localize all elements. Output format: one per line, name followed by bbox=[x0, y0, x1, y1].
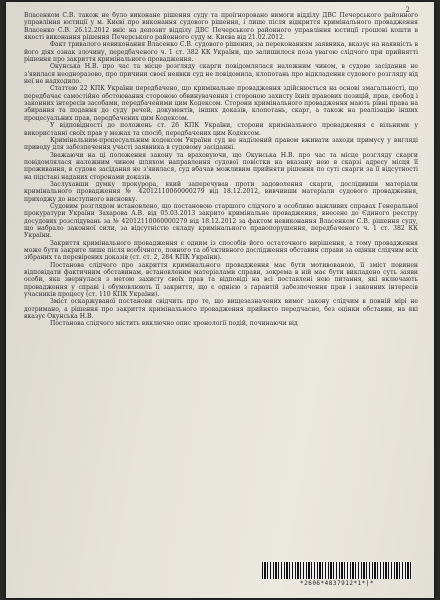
paragraph: Власенком С.В. також не було виконане рішення суду та проігноровано вимоги відділу ДВС Печерського районного управління юстиції у м. Києві про виконання судового рішення, і лише після відкриття кримінального провадження Власенко С.В. 26.12.2012 вніс на депозит відділу ДВС Печерського районного управління юстиції грошові кошти в якості виконання рішення Печерського районного суду м. Києва від 21.02.2012. bbox=[24, 12, 418, 42]
paragraph: Факт тривалого невиконання Власенко С.В. судового рішення, за переконанням заявника, вказує на наявність в його діях ознак злочину, передбаченого ч. 1 ст. 382 КК України, що залишилося поза увагою слідчого при прийнятті рішення про закриття кримінального провадження. bbox=[24, 41, 418, 64]
document-page bbox=[6, 2, 434, 598]
paragraph: Закриття кримінального провадження є одним із способів його остаточного вирішення, а тому провадження може бути закрите лише після всебічного, повного та об'єктивного дослідження обставин справи за оцінки слідчим всіх зібраних та перевірених доказів (ст. ст. 2, 284 КПК України). bbox=[24, 239, 418, 262]
paragraph: Статтею 22 КПК України передбачено, що кримінальне провадження здійснюється на основі змагальності, що передбачає самостійне обстоювання стороною обвинувачення і стороною захисту їхніх правових позицій, прав, свобод і законних інтересів засобами, передбаченими цим Кодексом. Сторони кримінального провадження мають рівні права на збирання та подання до суду речей, документів, інших доказів, клопотань, скарг, а також на реалізацію інших процесуальних прав, передбачених цим Кодексом. bbox=[24, 85, 418, 122]
barcode-icon bbox=[262, 562, 412, 579]
paragraph: Судовим розглядом встановлено, що постановою старшого слідчого в особливо важливих справах Генеральної прокуратури України Захарова А.В. від 05.03.2013 закрито кримінальне провадження, внесене до Єдиного реєстру досудових розслідувань за № 42012110060000279 від 18.12.2012 за фактом невиконання Власенком С.В. рішення суду, що набрало законної сили, за відсутністю складу кримінального правопорушення, передбаченого ч. 1 ст. 382 КК України. bbox=[24, 202, 418, 240]
paragraph: Постанова слідчого про закриття кримінального провадження має бути мотивованою, її зміст повинен відповідати фактичним обставинам, встановленим матеріалами справи, зокрема в ній має бути викладено суть заяви особи, яка звернулася з метою захисту своїх прав та відповіді на всі поставлені нею питання, які включають провадження у справі і обумовлюють її закриття, що є однією з гарантій забезпечення прав і законних інтересів учасників процесу (ст. 110 КПК України). bbox=[24, 261, 418, 299]
paragraph: Зміст оскаржуваної постанови свідчить про те, що вищезазначених вимог закону слідчим в повній мірі не дотримано, а рішення про закриття кримінального провадження прийнято передчасно, без оцінки обставин, на які вказує Окунська Н.В. bbox=[24, 298, 418, 321]
barcode-number: *2606*4837912*1*|* bbox=[299, 580, 375, 587]
paragraph: Кримінальним-процесуальним кодексом України суд не наділений правом вживати заходи примусу у вигляді приводу для забезпечення участі заявника в судовому засіданні. bbox=[24, 136, 418, 152]
page-number: 2 bbox=[405, 6, 410, 14]
paragraph: Зважаючи на ці положення закону та враховуючи, що Окунська Н.В. про час та місце розгляду скарги повідомлялася належним чином шляхом направлення судової повістки на вказану нею в скарзі адресу місця її проживання, в судове засідання не з'явилася, суд вбачав можливим прийняти рішення по суті скарги за її відсутності на підставі наданих сторонами доказів. bbox=[24, 151, 418, 181]
paragraph: У відповідності до положень ст. 26 КПК України, сторони кримінального провадження є вільними у використанні своїх прав у межах та спосіб, передбачених цим Кодексом. bbox=[24, 122, 418, 137]
document-body bbox=[24, 12, 418, 328]
paragraph: Заслухавши думку прокурора, який заперечував проти задоволення скарги, дослідивши матеріали кримінального провадження № 42012110060000279 від 18.12.2012, вивчивши матеріали судового провадження, приходжу до наступного висновку. bbox=[24, 180, 418, 203]
document-barcode bbox=[262, 562, 412, 588]
paragraph: Постанова слідчого містить виключно опис хронології подій, починаючи від bbox=[50, 320, 298, 328]
paragraph: Окунська Н.В. про час та місце розгляду скарги повідомлялася належним чином, в судове засідання не з'явилася неодноразово, про причини своєї неявки суд не повідомила, клопотань про відкладення судового розгляду від неї не надходило. bbox=[24, 63, 418, 86]
